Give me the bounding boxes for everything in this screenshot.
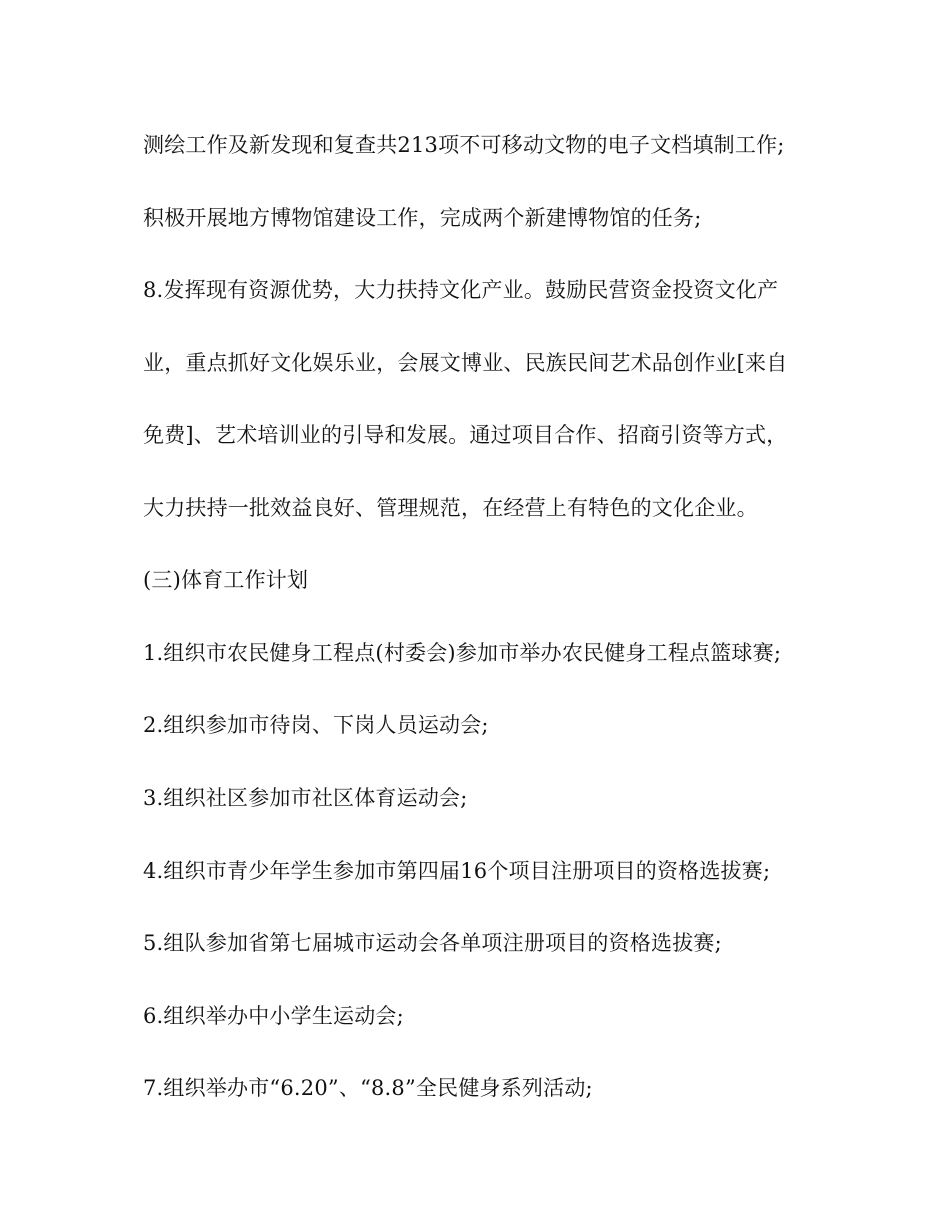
list-item: 2.组织参加市待岗、下岗人员运动会;	[143, 713, 489, 737]
list-item: 6.组织举办中小学生运动会;	[143, 1004, 404, 1028]
paragraph-line: 积极开展地方博物馆建设工作，完成两个新建博物馆的任务;	[143, 206, 702, 230]
list-item: 3.组织社区参加市社区体育运动会;	[143, 786, 468, 810]
paragraph-line: 大力扶持一批效益良好、管理规范，在经营上有特色的文化企业。	[143, 496, 758, 520]
list-item: 4.组织市青少年学生参加市第四届16个项目注册项目的资格选拔赛;	[143, 859, 771, 883]
paragraph-line: 8.发挥现有资源优势，大力扶持文化产业。鼓励民营资金投资文化产	[143, 278, 779, 302]
list-item: 7.组织举办市“6.20”、“8.8”全民健身系列活动;	[143, 1076, 593, 1100]
section-heading: (三)体育工作计划	[143, 568, 309, 592]
list-item: 1.组织市农民健身工程点(村委会)参加市举办农民健身工程点篮球赛;	[143, 641, 782, 665]
paragraph-line: 免费]、艺术培训业的引导和发展。通过项目合作、招商引资等方式，	[143, 423, 788, 447]
paragraph-line: 测绘工作及新发现和复查共213项不可移动文物的电子文档填制工作;	[143, 133, 785, 157]
paragraph-line: 业，重点抓好文化娱乐业，会展文博业、民族民间艺术品创作业[来自	[143, 351, 788, 375]
list-item: 5.组队参加省第七届城市运动会各单项注册项目的资格选拔赛;	[143, 931, 722, 955]
